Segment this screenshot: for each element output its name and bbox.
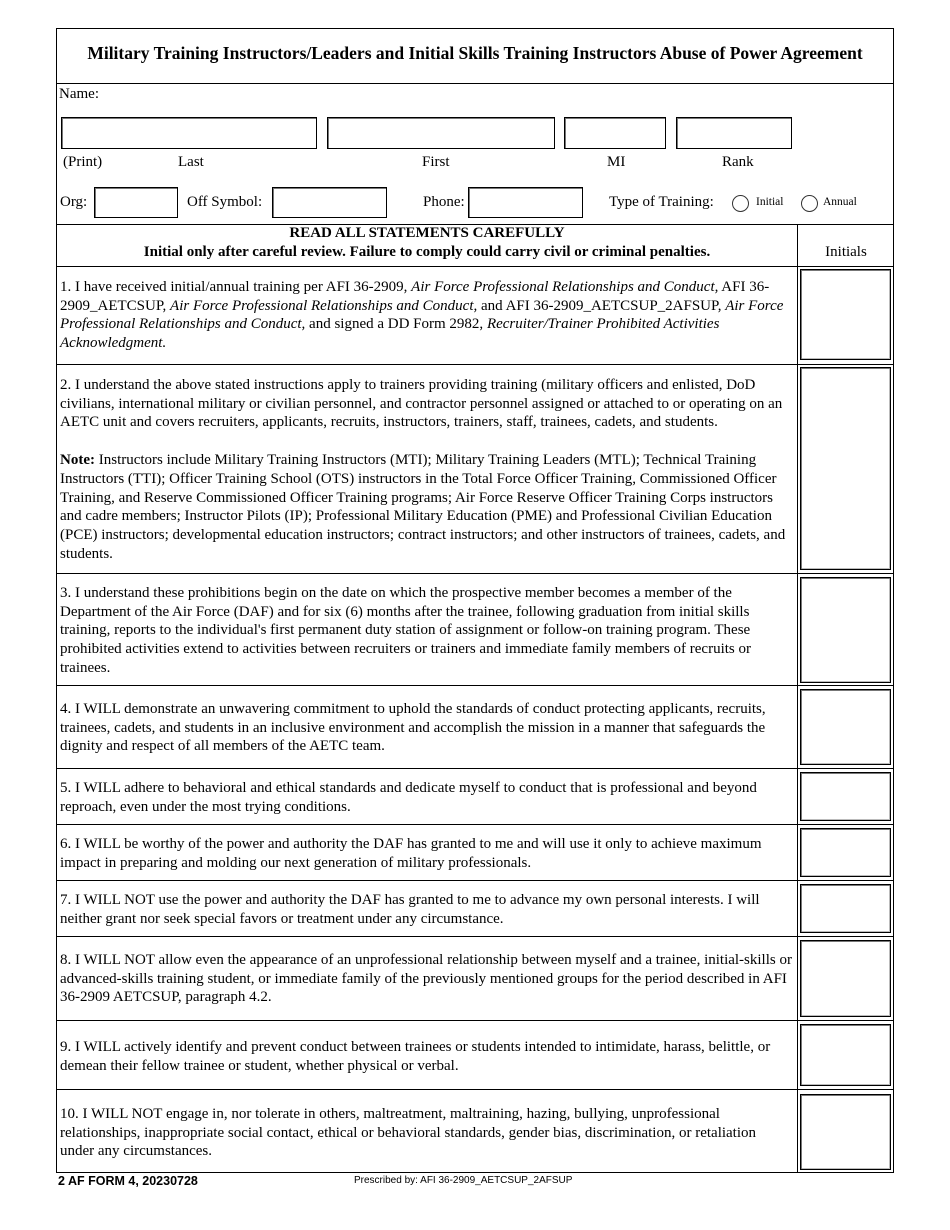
- first-name-field[interactable]: [327, 117, 555, 149]
- statement-2-note: Note: Instructors include Military Training Instructors (MTI); Military Training Leaders (MTL); Technical Training Instructors (TTI); Officer Training School (OTS) instructors in the Total Force Officer Training, Commissioned Officer Training, and Reserve Commissioned Officer Training programs; Air Force Reserve Officer Training Corps instructors and cadre members; Instructor Pilots (IP); Professional Military Education (PME) and Professional Civilian Education (PCE) instructors; developmental education instructors; contract instructors; and other instructors of trainees, cadets, and students.: [60, 452, 786, 562]
- initials-column-header: Initials: [825, 244, 867, 260]
- header-line-1: READ ALL STATEMENTS CAREFULLY: [289, 225, 565, 241]
- prescribed-by: Prescribed by: AFI 36-2909_AETCSUP_2AFSUP: [354, 1175, 573, 1186]
- org-field[interactable]: [94, 187, 178, 218]
- initials-box-3[interactable]: [800, 577, 891, 683]
- mi-label: MI: [607, 154, 626, 170]
- type-of-training-label: Type of Training:: [609, 194, 714, 210]
- rank-label: Rank: [722, 154, 754, 170]
- statement-2-text: 2. I understand the above stated instructions apply to trainers providing training (military officers and enlisted, DoD civilians, international military or civilian personnel, and contractor personnel assigned or attached to or operating on an AETC unit and covers recruiters, applicants, recruits, instructors, trainers, staff, trainees, cadets, and students.: [60, 377, 783, 431]
- initials-box-2[interactable]: [800, 367, 891, 570]
- divider: [57, 364, 893, 365]
- annual-radio[interactable]: [801, 195, 818, 212]
- phone-field[interactable]: [468, 187, 583, 218]
- statements-header: [57, 224, 797, 266]
- divider: [57, 936, 893, 937]
- initials-box-9[interactable]: [800, 1024, 891, 1086]
- divider: [57, 1089, 893, 1090]
- initials-box-4[interactable]: [800, 689, 891, 765]
- statement-3: 3. I understand these prohibitions begin on the date on which the prospective member becomes a member of the Department of the Air Force (DAF) and for six (6) months after the trainee, following graduation from initial skills training, reports to the individual's first permanent duty station of assignment or follow-on training program. These prohibited activities extend to activities between recruiters or trainers and immediate family members of recruits or trainees.: [60, 585, 752, 676]
- initials-box-6[interactable]: [800, 828, 891, 877]
- statement-10: 10. I WILL NOT engage in, nor tolerate in others, maltreatment, maltraining, hazing, bullying, unprofessional relationships, inappropriate social contact, ethical or behavioral standards, gender bias, discrimination, or retaliation under any circumstances.: [60, 1106, 757, 1160]
- annual-option-label: Annual: [823, 196, 857, 208]
- off-symbol-label: Off Symbol:: [187, 194, 263, 210]
- abuse-of-power-agreement-form: [56, 28, 894, 1173]
- initials-box-1[interactable]: [800, 269, 891, 360]
- rank-field[interactable]: [676, 117, 792, 149]
- name-label: Name:: [59, 86, 99, 102]
- initials-box-5[interactable]: [800, 772, 891, 821]
- initials-box-7[interactable]: [800, 884, 891, 933]
- statement-9: 9. I WILL actively identify and prevent conduct between trainees or students intended to intimidate, harass, belittle, or demean their fellow trainee or student, whether physical or verbal.: [60, 1039, 771, 1074]
- divider: [57, 824, 893, 825]
- first-label: First: [422, 154, 450, 170]
- org-label: Org:: [60, 194, 88, 210]
- initials-column-divider: [797, 224, 798, 1173]
- initial-option-label: Initial: [756, 196, 784, 208]
- divider: [57, 768, 893, 769]
- phone-label: Phone:: [423, 194, 465, 210]
- statement-7: 7. I WILL NOT use the power and authority the DAF has granted to me to advance my own personal interests. I will neither grant nor seek special favors or treatment under any circumstance.: [60, 892, 760, 927]
- form-number: 2 AF FORM 4, 20230728: [58, 1174, 198, 1188]
- last-name-field[interactable]: [61, 117, 317, 149]
- initials-box-10[interactable]: [800, 1094, 891, 1170]
- statement-4: 4. I WILL demonstrate an unwavering commitment to uphold the standards of conduct protecting applicants, recruits, trainees, cadets, and students in an inclusive environment and accomplish the mission in a manner that safeguards the dignity and respect of all members of the AETC team.: [60, 701, 766, 755]
- divider: [57, 266, 893, 267]
- initials-box-8[interactable]: [800, 940, 891, 1017]
- initial-radio[interactable]: [732, 195, 749, 212]
- statement-8: 8. I WILL NOT allow even the appearance of an unprofessional relationship between myself and a trainee, initial-skills or advanced-skills training student, or immediate family of the previously mentioned groups for the period described in AFI 36-2909 AETCSUP, paragraph 4.2.: [60, 952, 792, 1006]
- statement-5: 5. I WILL adhere to behavioral and ethical standards and dedicate myself to conduct that is professional and beyond reproach, even under the most trying conditions.: [60, 780, 757, 815]
- statement-1: 1. I have received initial/annual training per AFI 36-2909, Air Force Professional Relationships and Conduct, AFI 36-2909_AETCSUP, Air Force Professional Relationships and Conduct, and AFI 36-2909_AETCSUP_2AFSUP, Air Force Professional Relationships and Conduct, and signed a DD Form 2982, Recruiter/Trainer Prohibited Activities Acknowledgment.: [60, 279, 784, 352]
- divider: [57, 685, 893, 686]
- divider: [57, 1020, 893, 1021]
- statement-6: 6. I WILL be worthy of the power and authority the DAF has granted to me and will use it only to achieve maximum impact in preparing and molding our next generation of military professionals.: [60, 836, 762, 871]
- header-line-2: Initial only after careful review. Failure to comply could carry civil or criminal penalties.: [143, 244, 711, 260]
- last-label: Last: [178, 154, 204, 170]
- divider: [57, 880, 893, 881]
- off-symbol-field[interactable]: [272, 187, 387, 218]
- divider: [57, 573, 893, 574]
- print-label: (Print): [63, 154, 103, 170]
- statement-2: [60, 376, 792, 563]
- middle-initial-field[interactable]: [564, 117, 666, 149]
- form-title: Military Training Instructors/Leaders and Initial Skills Training Instructors Abuse of Power Agreement: [57, 29, 893, 84]
